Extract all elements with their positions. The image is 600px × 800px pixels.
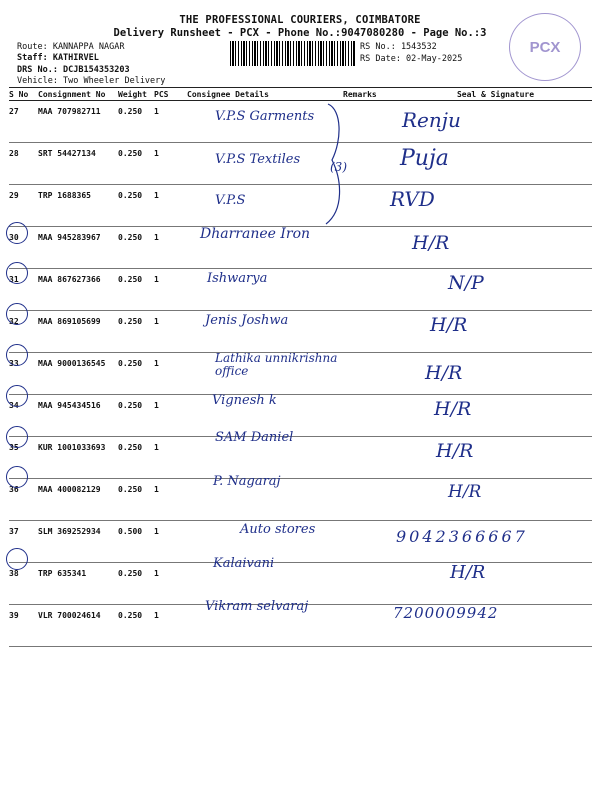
stamp-text: PCX	[529, 38, 561, 56]
row-pcs: 1	[152, 521, 185, 563]
col-consignee: Consignee Details	[185, 88, 341, 101]
row-consignment-no: MAA 945283967	[36, 227, 116, 269]
consignee-hw: V.P.S	[215, 193, 246, 208]
row-remarks-cell	[341, 521, 399, 563]
row-remarks-cell	[341, 479, 399, 521]
sno-circle-mark	[6, 466, 28, 488]
col-consignment: Consignment No	[36, 88, 116, 101]
seal-hw: H/R	[434, 398, 472, 420]
consignee-hw: Dharranee Iron	[200, 226, 311, 242]
seal-hw: 9042366667	[396, 527, 528, 546]
seal-hw: Puja	[400, 146, 449, 171]
col-pcs: PCS	[152, 88, 185, 101]
drs-text: DRS No.: DCJB154353203	[17, 65, 130, 75]
table-row	[9, 479, 592, 521]
sno-circle-mark	[6, 262, 28, 284]
row-sno: 37	[9, 521, 36, 563]
row-sno: 31	[9, 269, 36, 311]
table-header-row	[9, 88, 592, 101]
row-remarks-cell	[341, 563, 399, 605]
row-weight: 0.500	[116, 521, 152, 563]
row-weight: 0.250	[116, 185, 152, 227]
row-sno: 33	[9, 353, 36, 395]
row-weight: 0.250	[116, 143, 152, 185]
seal-hw: N/P	[448, 272, 484, 294]
row-seal-cell	[399, 563, 592, 605]
row-weight: 0.250	[116, 101, 152, 143]
row-pcs: 1	[152, 563, 185, 605]
seal-hw: Renju	[402, 108, 461, 132]
runsheet-subtitle: Delivery Runsheet - PCX - Phone No.:9047080280 - Page No.:3	[113, 27, 487, 39]
row-sno: 28	[9, 143, 36, 185]
seal-hw: H/R	[450, 562, 486, 583]
row-seal-cell	[399, 479, 592, 521]
row-consignment-no: VLR 700024614	[36, 605, 116, 647]
row-weight: 0.250	[116, 353, 152, 395]
seal-hw: H/R	[430, 314, 468, 336]
consignee-hw: Vikram selvaraj	[205, 599, 309, 614]
row-sno: 39	[9, 605, 36, 647]
row-seal-cell	[399, 437, 592, 479]
row-pcs: 1	[152, 101, 185, 143]
row-sno: 32	[9, 311, 36, 353]
row-pcs: 1	[152, 605, 185, 647]
row-pcs: 1	[152, 143, 185, 185]
row-sno: 30	[9, 227, 36, 269]
vehicle-text: Vehicle: Two Wheeler Delivery	[17, 76, 166, 86]
row-consignment-no: TRP 1688365	[36, 185, 116, 227]
consignee-hw: P. Nagaraj	[213, 474, 281, 489]
consignee-hw: V.P.S Textiles	[215, 152, 301, 167]
row-weight: 0.250	[116, 227, 152, 269]
remarks-hw: (3)	[330, 160, 347, 174]
row-sno: 38	[9, 563, 36, 605]
row-weight: 0.250	[116, 395, 152, 437]
seal-hw: H/R	[436, 440, 474, 462]
consignee-hw: Jenis Joshwa	[205, 313, 289, 328]
consignee-hw: Ishwarya	[207, 271, 268, 286]
row-weight: 0.250	[116, 269, 152, 311]
row-weight: 0.250	[116, 311, 152, 353]
staff-text: Staff: KATHIRVEL	[17, 53, 99, 63]
row-consignment-no: SRT 54427134	[36, 143, 116, 185]
consignee-hw: Lathika unnikrishna office	[215, 351, 338, 378]
table-row	[9, 269, 592, 311]
row-consignment-no: MAA 869105699	[36, 311, 116, 353]
row-remarks-cell	[341, 311, 399, 353]
row-consignment-no: MAA 9000136545	[36, 353, 116, 395]
table-row	[9, 311, 592, 353]
sno-circle-mark	[6, 303, 28, 325]
row-seal-cell	[399, 269, 592, 311]
sno-circle-mark	[6, 222, 28, 244]
col-seal: Seal & Signature	[399, 88, 592, 101]
sno-circle-mark	[6, 344, 28, 366]
bracket-mark	[318, 100, 358, 230]
row-remarks-cell	[341, 269, 399, 311]
company-title: THE PROFESSIONAL COURIERS, COIMBATORE	[179, 14, 421, 26]
row-seal-cell	[399, 311, 592, 353]
seal-hw: RVD	[390, 187, 435, 211]
row-weight: 0.250	[116, 563, 152, 605]
table-row	[9, 437, 592, 479]
route-text: Route: KANNAPPA NAGAR	[17, 42, 125, 52]
consignee-hw: Kalaivani	[213, 556, 275, 571]
row-consignment-no: TRP 635341	[36, 563, 116, 605]
seal-hw: H/R	[412, 232, 450, 254]
row-pcs: 1	[152, 353, 185, 395]
table-row	[9, 143, 592, 185]
row-remarks-cell	[341, 227, 399, 269]
rs-number: RS No.: 1543532	[360, 42, 437, 52]
row-weight: 0.250	[116, 437, 152, 479]
row-consignment-no: KUR 1001033693	[36, 437, 116, 479]
row-consignment-no: MAA 945434516	[36, 395, 116, 437]
row-sno: 34	[9, 395, 36, 437]
row-remarks-cell	[341, 437, 399, 479]
col-weight: Weight	[116, 88, 152, 101]
consignee-hw: V.P.S Garments	[215, 109, 315, 124]
consignee-hw: Vignesh k	[212, 393, 277, 408]
row-pcs: 1	[152, 479, 185, 521]
sno-circle-mark	[6, 385, 28, 407]
consignee-hw: Auto stores	[240, 522, 316, 537]
row-pcs: 1	[152, 185, 185, 227]
seal-hw: H/R	[448, 482, 482, 502]
row-consignment-no: SLM 369252934	[36, 521, 116, 563]
row-sno: 35	[9, 437, 36, 479]
table-row	[9, 185, 592, 227]
rs-date: RS Date: 02-May-2025	[360, 54, 463, 64]
col-sno: S No	[9, 88, 36, 101]
row-pcs: 1	[152, 311, 185, 353]
row-remarks-cell	[341, 395, 399, 437]
col-remarks: Remarks	[341, 88, 399, 101]
table-row	[9, 395, 592, 437]
row-pcs: 1	[152, 437, 185, 479]
row-seal-cell	[399, 395, 592, 437]
consignee-hw: SAM Daniel	[215, 430, 294, 445]
barcode	[230, 41, 355, 66]
seal-hw: 7200009942	[393, 604, 499, 622]
row-pcs: 1	[152, 269, 185, 311]
pcx-stamp	[509, 13, 581, 81]
seal-hw: H/R	[425, 362, 463, 384]
row-sno: 27	[9, 101, 36, 143]
row-consignment-no: MAA 400082129	[36, 479, 116, 521]
row-sno: 29	[9, 185, 36, 227]
sno-circle-mark	[6, 426, 28, 448]
row-remarks-cell	[341, 605, 399, 647]
row-weight: 0.250	[116, 605, 152, 647]
row-pcs: 1	[152, 227, 185, 269]
row-consignment-no: MAA 707982711	[36, 101, 116, 143]
row-consignment-no: MAA 867627366	[36, 269, 116, 311]
row-weight: 0.250	[116, 479, 152, 521]
row-sno: 36	[9, 479, 36, 521]
sno-circle-mark	[6, 548, 28, 570]
row-pcs: 1	[152, 395, 185, 437]
